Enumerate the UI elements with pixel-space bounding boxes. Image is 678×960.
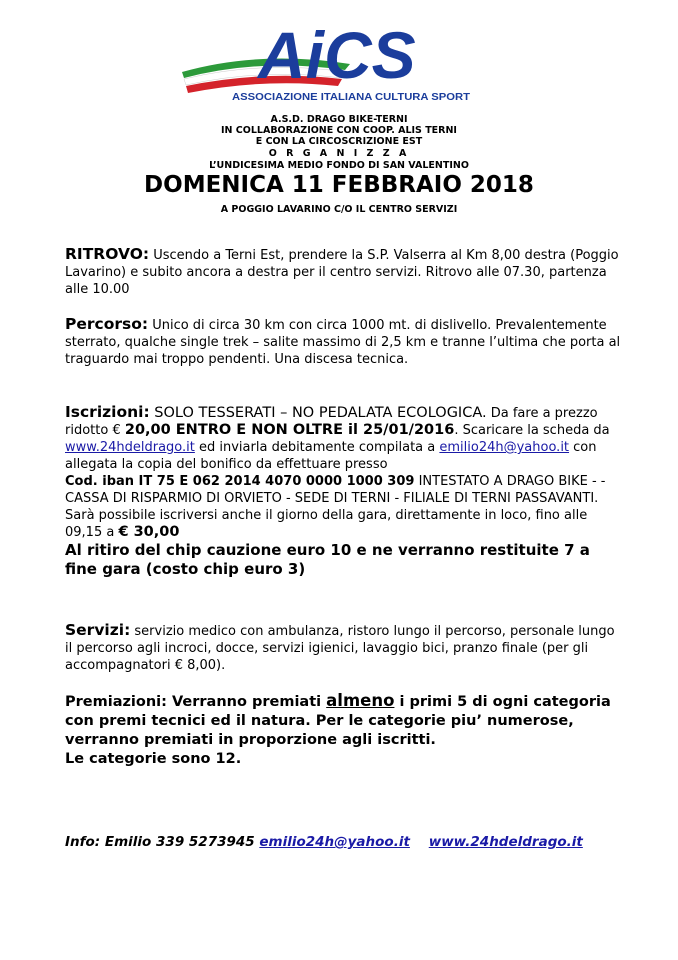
iscrizioni-text5: INTESTATO A DRAGO BIKE - -CASSA DI RISPARMIO DI ORVIETO - SEDE DI TERNI - FILIALE DI TERNI PASSAVANTI.	[65, 474, 606, 506]
percorso-heading: Percorso:	[65, 315, 149, 333]
chip-deposit-note: Al ritiro del chip cauzione euro 10 e ne verranno restituite 7 a fine gara (costo chip euro 3)	[65, 541, 590, 578]
premiazioni-text1: Premiazioni: Verranno premiati	[65, 694, 327, 710]
iscrizioni-section	[65, 404, 625, 579]
percorso-section	[65, 316, 625, 368]
iscrizioni-heading: Iscrizioni:	[65, 403, 150, 421]
header-organizer: A.S.D. DRAGO BIKE-TERNI	[270, 114, 408, 125]
logo-letters: AiCS	[258, 18, 416, 92]
iscrizioni-text3: ed inviarla debitamente compilata a	[194, 440, 440, 455]
header-circoscrizione: E CON LA CIRCOSCRIZIONE EST	[255, 136, 423, 147]
event-location: A POGGIO LAVARINO C/O IL CENTRO SERVIZI	[220, 204, 458, 215]
servizi-text: servizio medico con ambulanza, ristoro lungo il percorso, personale lungo il percorso agli incroci, docce, servizi igienici, lavaggio bici, pranzo finale (per gli accompagnatori € 8,00).	[65, 624, 615, 673]
percorso-text: Unico di circa 30 km con circa 1000 mt. di dislivello. Prevalentemente sterrato, qualche single trek – salite massimo di 2,5 km e tranne l’ultima che porta al traguardo mai troppo pendenti. Una discesa tecnica.	[65, 318, 621, 367]
info-website-link[interactable]: www.24hdeldrago.it	[428, 834, 583, 850]
iscrizioni-text2: . Scaricare la scheda da	[454, 423, 610, 438]
iscrizioni-intro: SOLO TESSERATI – NO PEDALATA ECOLOGICA.	[149, 405, 487, 421]
premiazioni-highlight: almeno	[326, 691, 395, 710]
iscrizioni-text6: Sarà possibile iscriversi anche il giorno della gara, direttamente in loco, fino alle 09,15 a	[65, 508, 588, 540]
iban-code: Cod. iban IT 75 E 062 2014 4070 0000 1000 309	[65, 474, 415, 489]
premiazioni-section	[65, 691, 625, 769]
ritrovo-section	[65, 246, 625, 298]
servizi-section	[65, 622, 625, 674]
info-label: Info: Emilio 339 5273945	[65, 834, 260, 850]
logo-tagline: ASSOCIAZIONE ITALIANA CULTURA SPORT	[232, 91, 471, 103]
header-organizza: O R G A N I Z Z A	[268, 148, 410, 159]
servizi-heading: Servizi:	[65, 621, 131, 639]
website-link[interactable]: www.24hdeldrago.it	[65, 440, 195, 455]
premiazioni-categories: Le categorie sono 12.	[65, 751, 242, 767]
aics-logo	[180, 12, 480, 104]
ritrovo-heading: RITROVO:	[65, 245, 150, 263]
ritrovo-text: Uscendo a Terni Est, prendere la S.P. Valserra al Km 8,00 destra (Poggio Lavarino) e subito ancora a destra per il centro servizi. Ritrovo alle 07.30, partenza alle 10.00	[65, 248, 619, 297]
email-link[interactable]: emilio24h@yahoo.it	[439, 440, 570, 455]
premiazioni-text2: i primi 5 di ogni categoria con premi tecnici ed il natura. Per le categorie piu’ numerose, verranno premiati in proporzione agli iscritti.	[65, 694, 611, 748]
header-event-name: L’UNDICESIMA MEDIO FONDO DI SAN VALENTINO	[209, 160, 469, 171]
iscrizioni-price-deadline: 20,00 ENTRO E NON OLTRE il 25/01/2016	[124, 422, 455, 438]
info-footer	[65, 834, 645, 850]
iscrizioni-text4: con allegata la copia del bonifico da effettuare presso	[65, 440, 597, 472]
info-email-link[interactable]: emilio24h@yahoo.it	[259, 834, 410, 850]
header-collaboration: IN COLLABORAZIONE CON COOP. ALIS TERNI	[221, 125, 457, 136]
event-date-title: DOMENICA 11 FEBBRAIO 2018	[144, 172, 534, 198]
iscrizioni-text1: Da fare a prezzo ridotto €	[65, 406, 598, 438]
iscrizioni-onsite-price: € 30,00	[118, 524, 180, 540]
